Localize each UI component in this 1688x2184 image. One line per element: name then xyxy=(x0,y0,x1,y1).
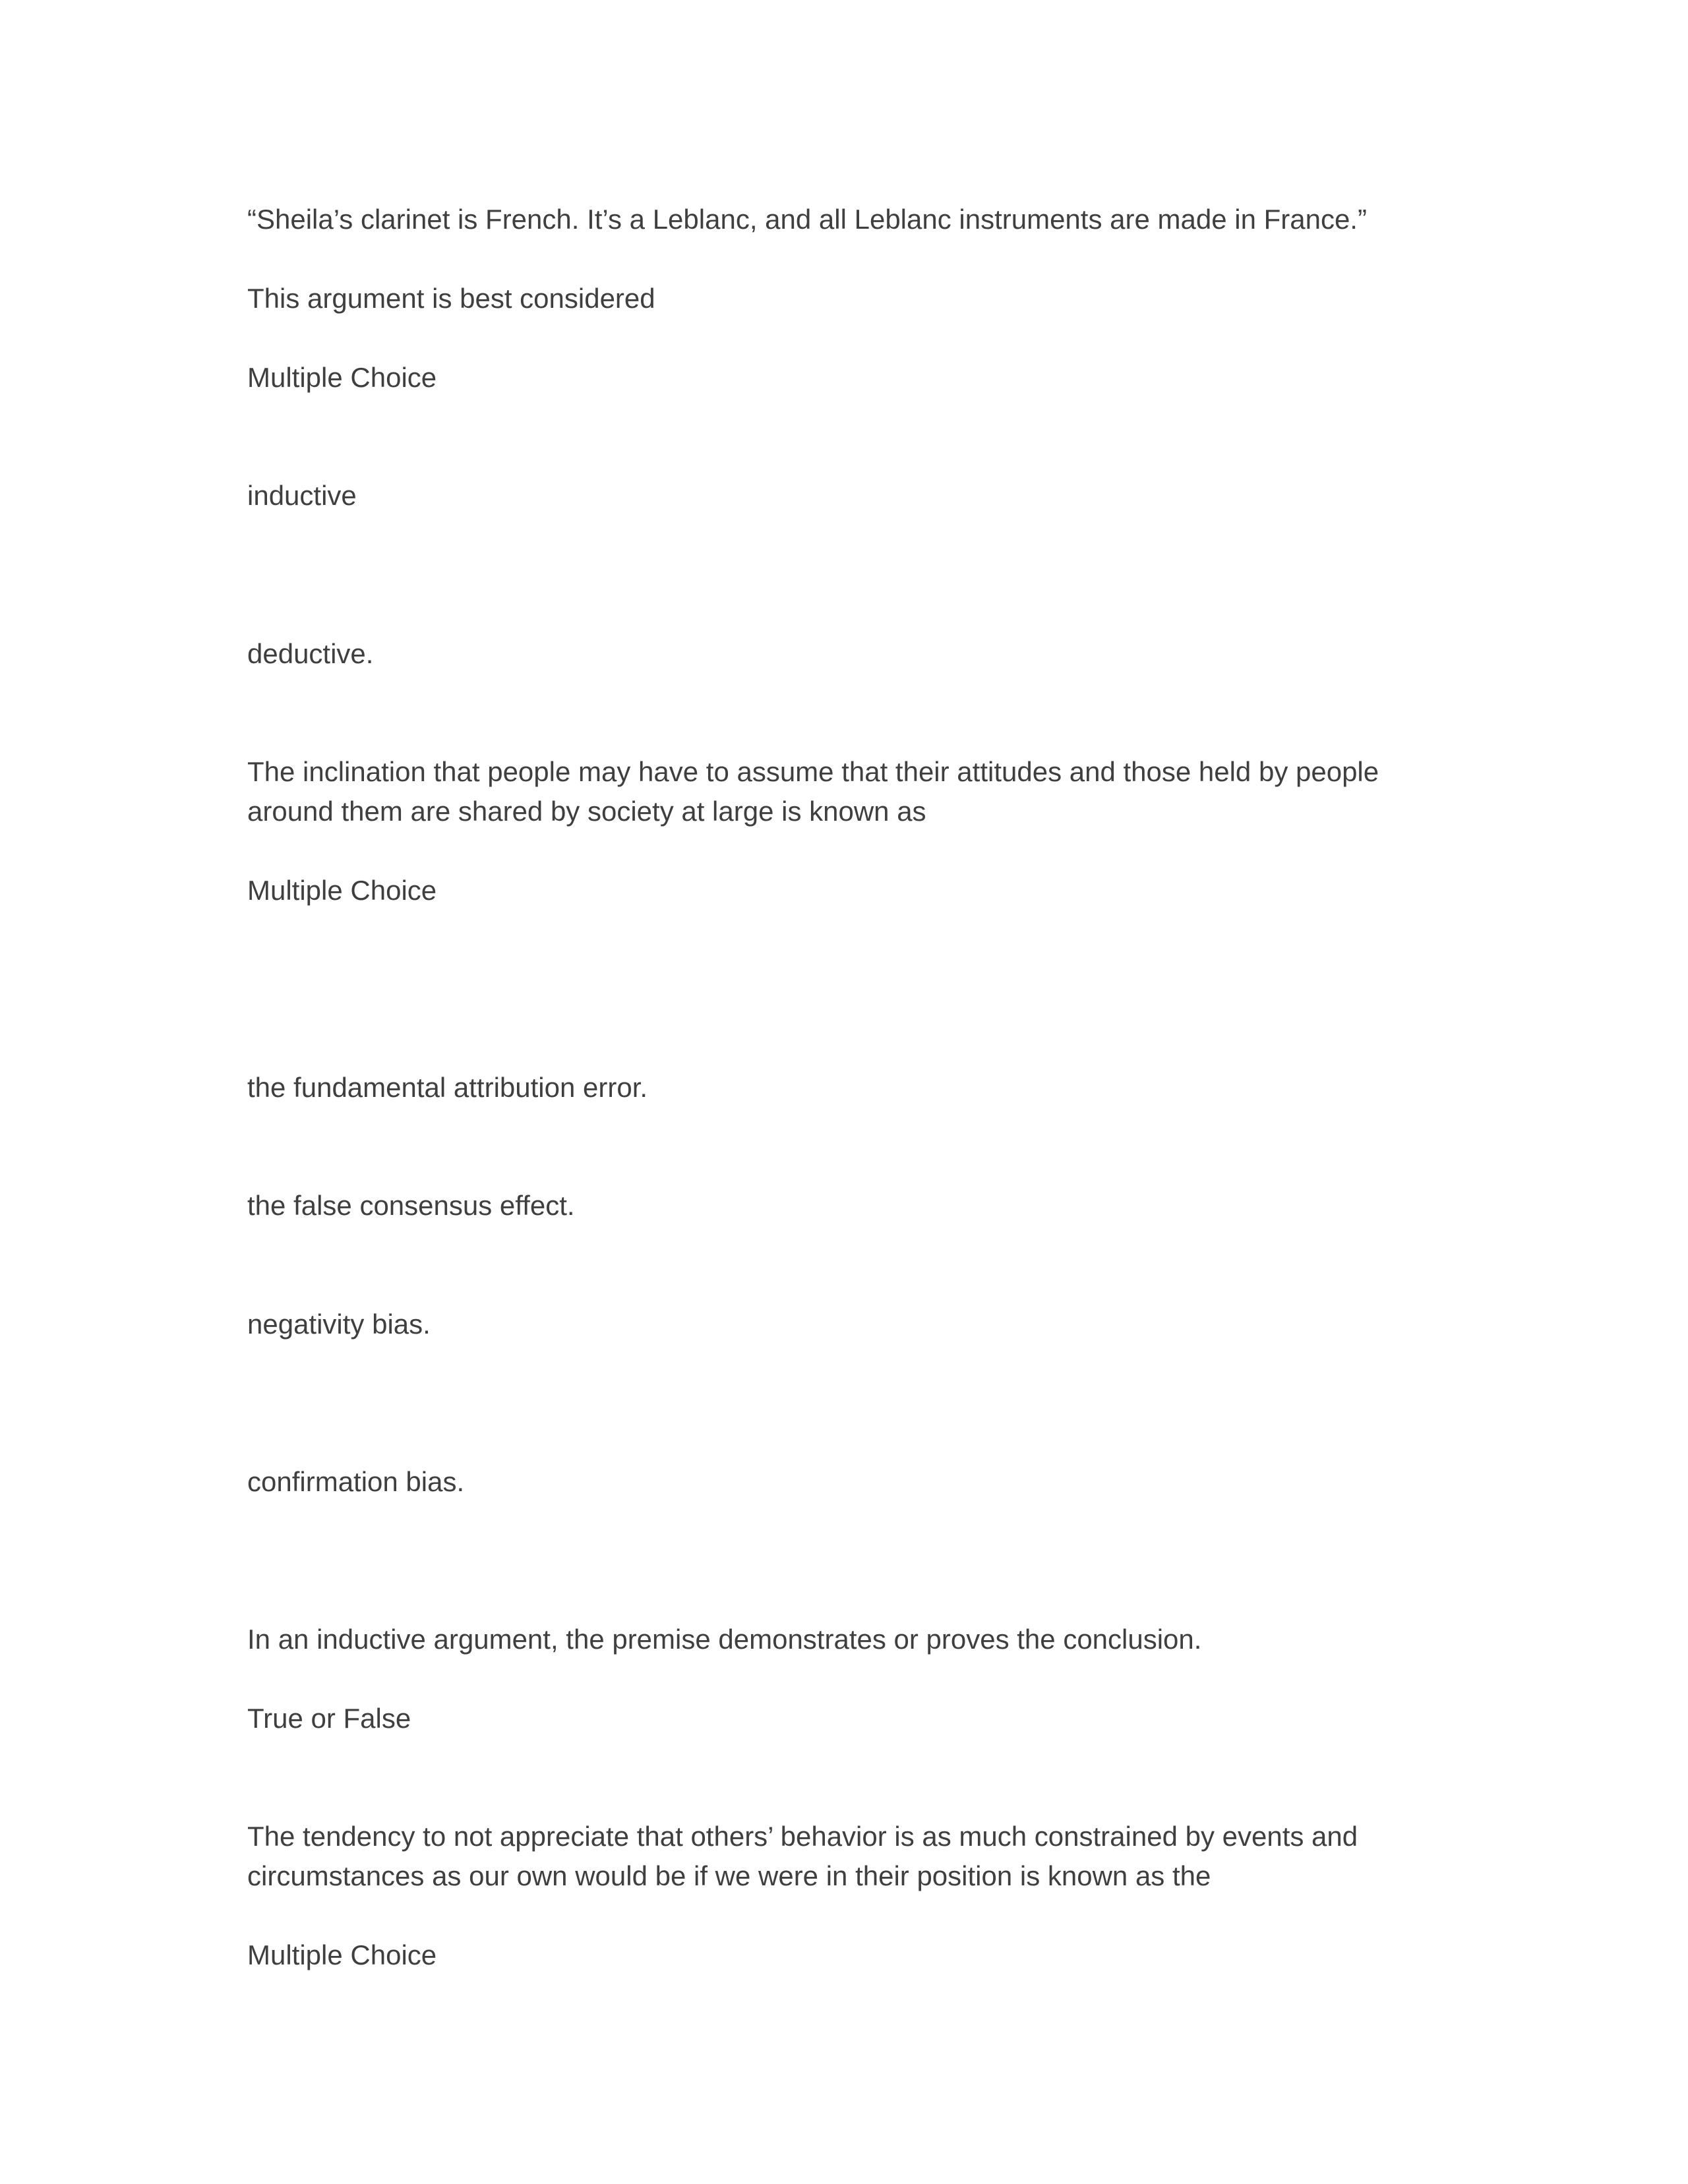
question-4-type: Multiple Choice xyxy=(247,1939,437,1970)
question-1-option-1[interactable]: inductive xyxy=(247,480,357,511)
question-1-type: Multiple Choice xyxy=(247,362,437,393)
question-2-prompt-line-1: The inclination that people may have to assume that their attitudes and those held by people xyxy=(247,756,1379,787)
question-2-type: Multiple Choice xyxy=(247,875,437,906)
question-2-prompt-line-2: around them are shared by society at large is known as xyxy=(247,796,926,827)
question-1-option-2[interactable]: deductive. xyxy=(247,638,374,669)
question-3-prompt: In an inductive argument, the premise demonstrates or proves the conclusion. xyxy=(247,1624,1202,1655)
question-4-prompt-line-2: circumstances as our own would be if we were in their position is known as the xyxy=(247,1860,1211,1891)
question-2-option-2[interactable]: the false consensus effect. xyxy=(247,1190,575,1221)
question-2-option-3[interactable]: negativity bias. xyxy=(247,1309,431,1340)
question-2-option-4[interactable]: confirmation bias. xyxy=(247,1466,465,1497)
question-2-option-1[interactable]: the fundamental attribution error. xyxy=(247,1072,648,1103)
question-1-prompt: “Sheila’s clarinet is French. It’s a Leblanc, and all Leblanc instruments are made in France.” xyxy=(247,204,1367,235)
question-3-type: True or False xyxy=(247,1703,411,1734)
question-1-subprompt: This argument is best considered xyxy=(247,283,655,314)
question-4-prompt-line-1: The tendency to not appreciate that others’ behavior is as much constrained by events and xyxy=(247,1821,1358,1852)
